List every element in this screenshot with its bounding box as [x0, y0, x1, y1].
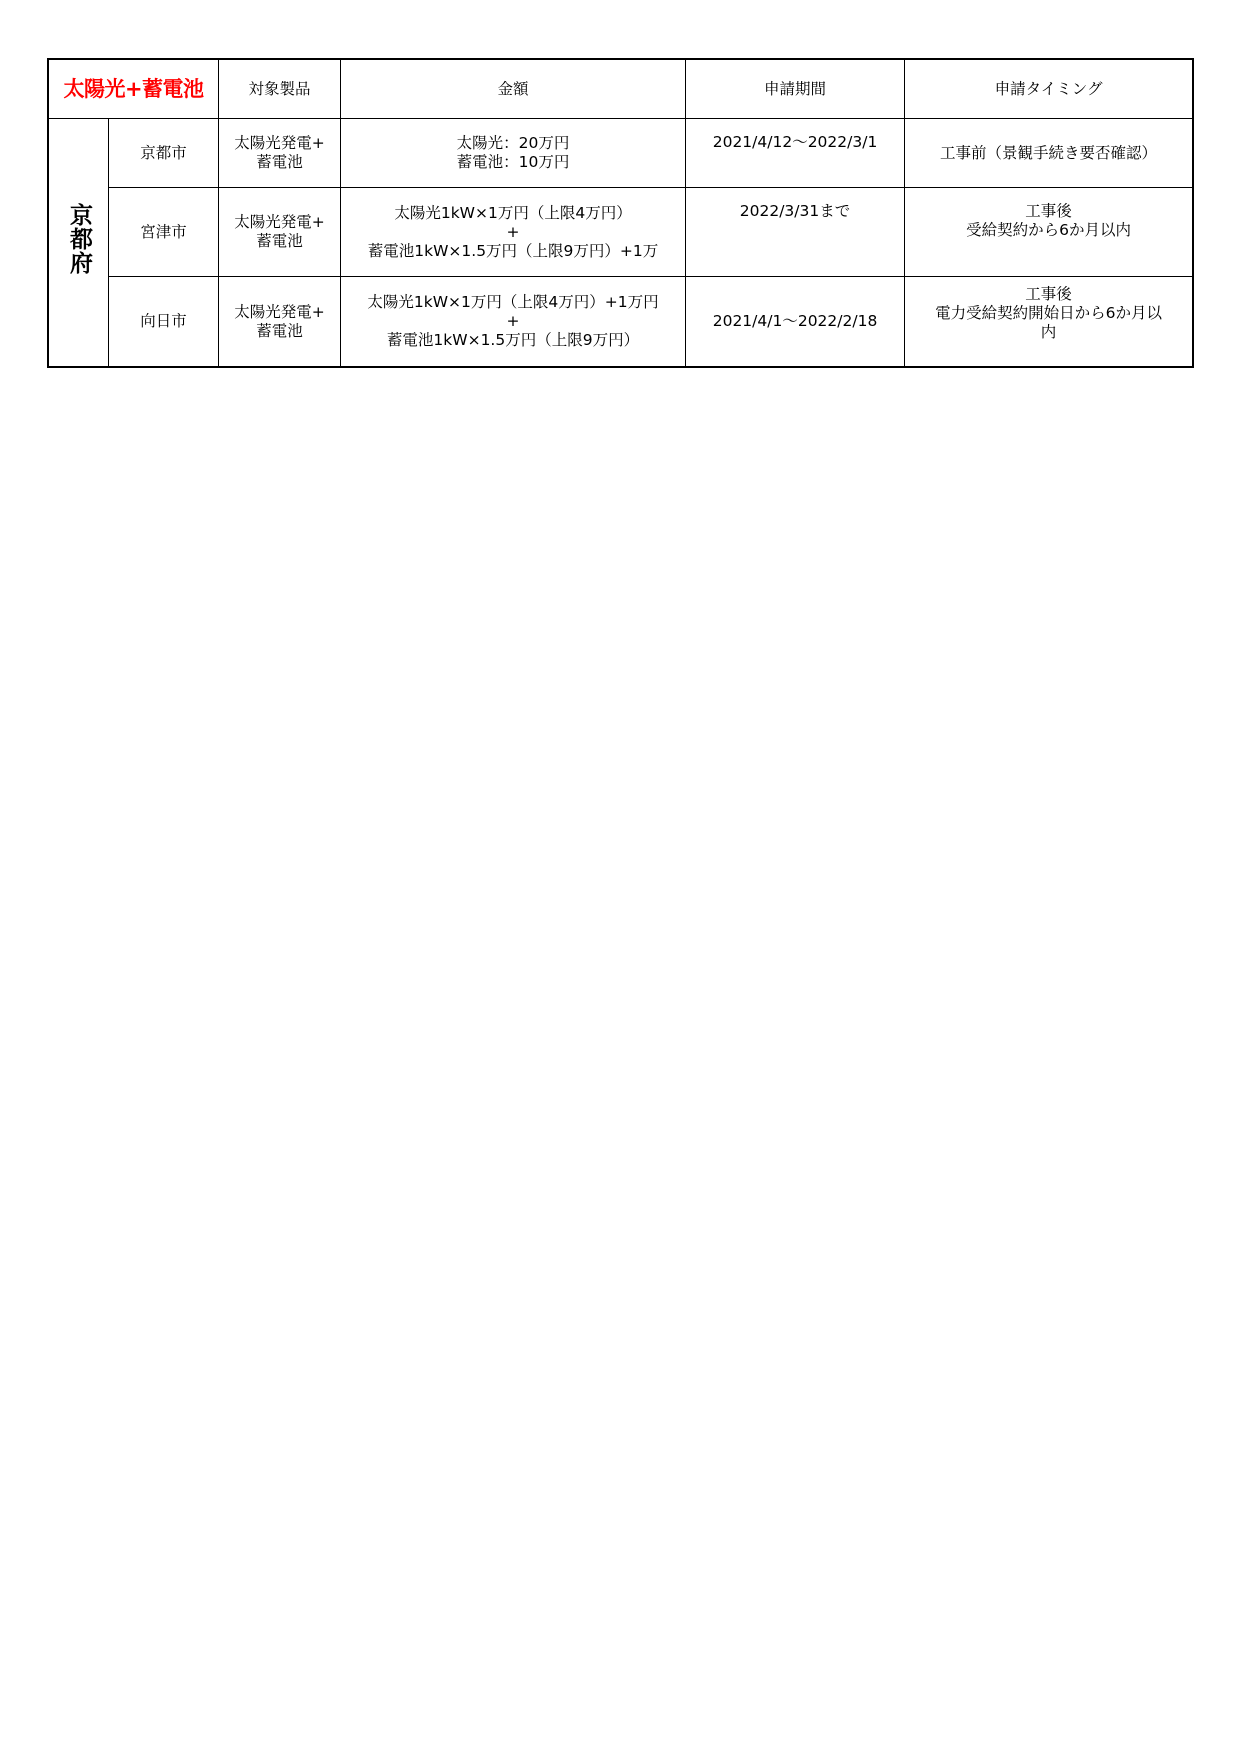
period-cell: 2021/4/1～2022/2/18	[686, 277, 905, 367]
table-row	[49, 119, 1193, 188]
table-header-row	[49, 60, 1193, 119]
table-title: 太陽光+蓄電池	[49, 60, 219, 119]
column-header-timing: 申請タイミング	[905, 60, 1193, 119]
table-row	[49, 277, 1193, 367]
period-cell: 2021/4/12～2022/3/1	[686, 119, 905, 188]
product-cell: 太陽光発電+ 蓄電池	[219, 277, 341, 367]
product-cell: 太陽光発電+ 蓄電池	[219, 188, 341, 277]
city-cell: 宮津市	[109, 188, 219, 277]
timing-cell: 工事後 受給契約から6か月以内	[905, 188, 1193, 277]
amount-cell: 太陽光：20万円 蓄電池：10万円	[341, 119, 686, 188]
amount-cell: 太陽光1kW×1万円（上限4万円）+1万円 + 蓄電池1kW×1.5万円（上限9万円）	[341, 277, 686, 367]
city-cell: 向日市	[109, 277, 219, 367]
timing-cell: 工事前（景観手続き要否確認）	[905, 119, 1193, 188]
timing-cell: 工事後 電力受給契約開始日から6か月以 内	[905, 277, 1193, 367]
column-header-amount: 金額	[341, 60, 686, 119]
column-header-period: 申請期間	[686, 60, 905, 119]
column-header-product: 対象製品	[219, 60, 341, 119]
period-cell: 2022/3/31まで	[686, 188, 905, 277]
prefecture-cell	[49, 119, 109, 367]
subsidy-table	[48, 59, 1193, 367]
prefecture-label: 京都府	[66, 203, 92, 275]
amount-cell: 太陽光1kW×1万円（上限4万円） + 蓄電池1kW×1.5万円（上限9万円）+1万	[341, 188, 686, 277]
product-cell: 太陽光発電+ 蓄電池	[219, 119, 341, 188]
table-row	[49, 188, 1193, 277]
city-cell: 京都市	[109, 119, 219, 188]
